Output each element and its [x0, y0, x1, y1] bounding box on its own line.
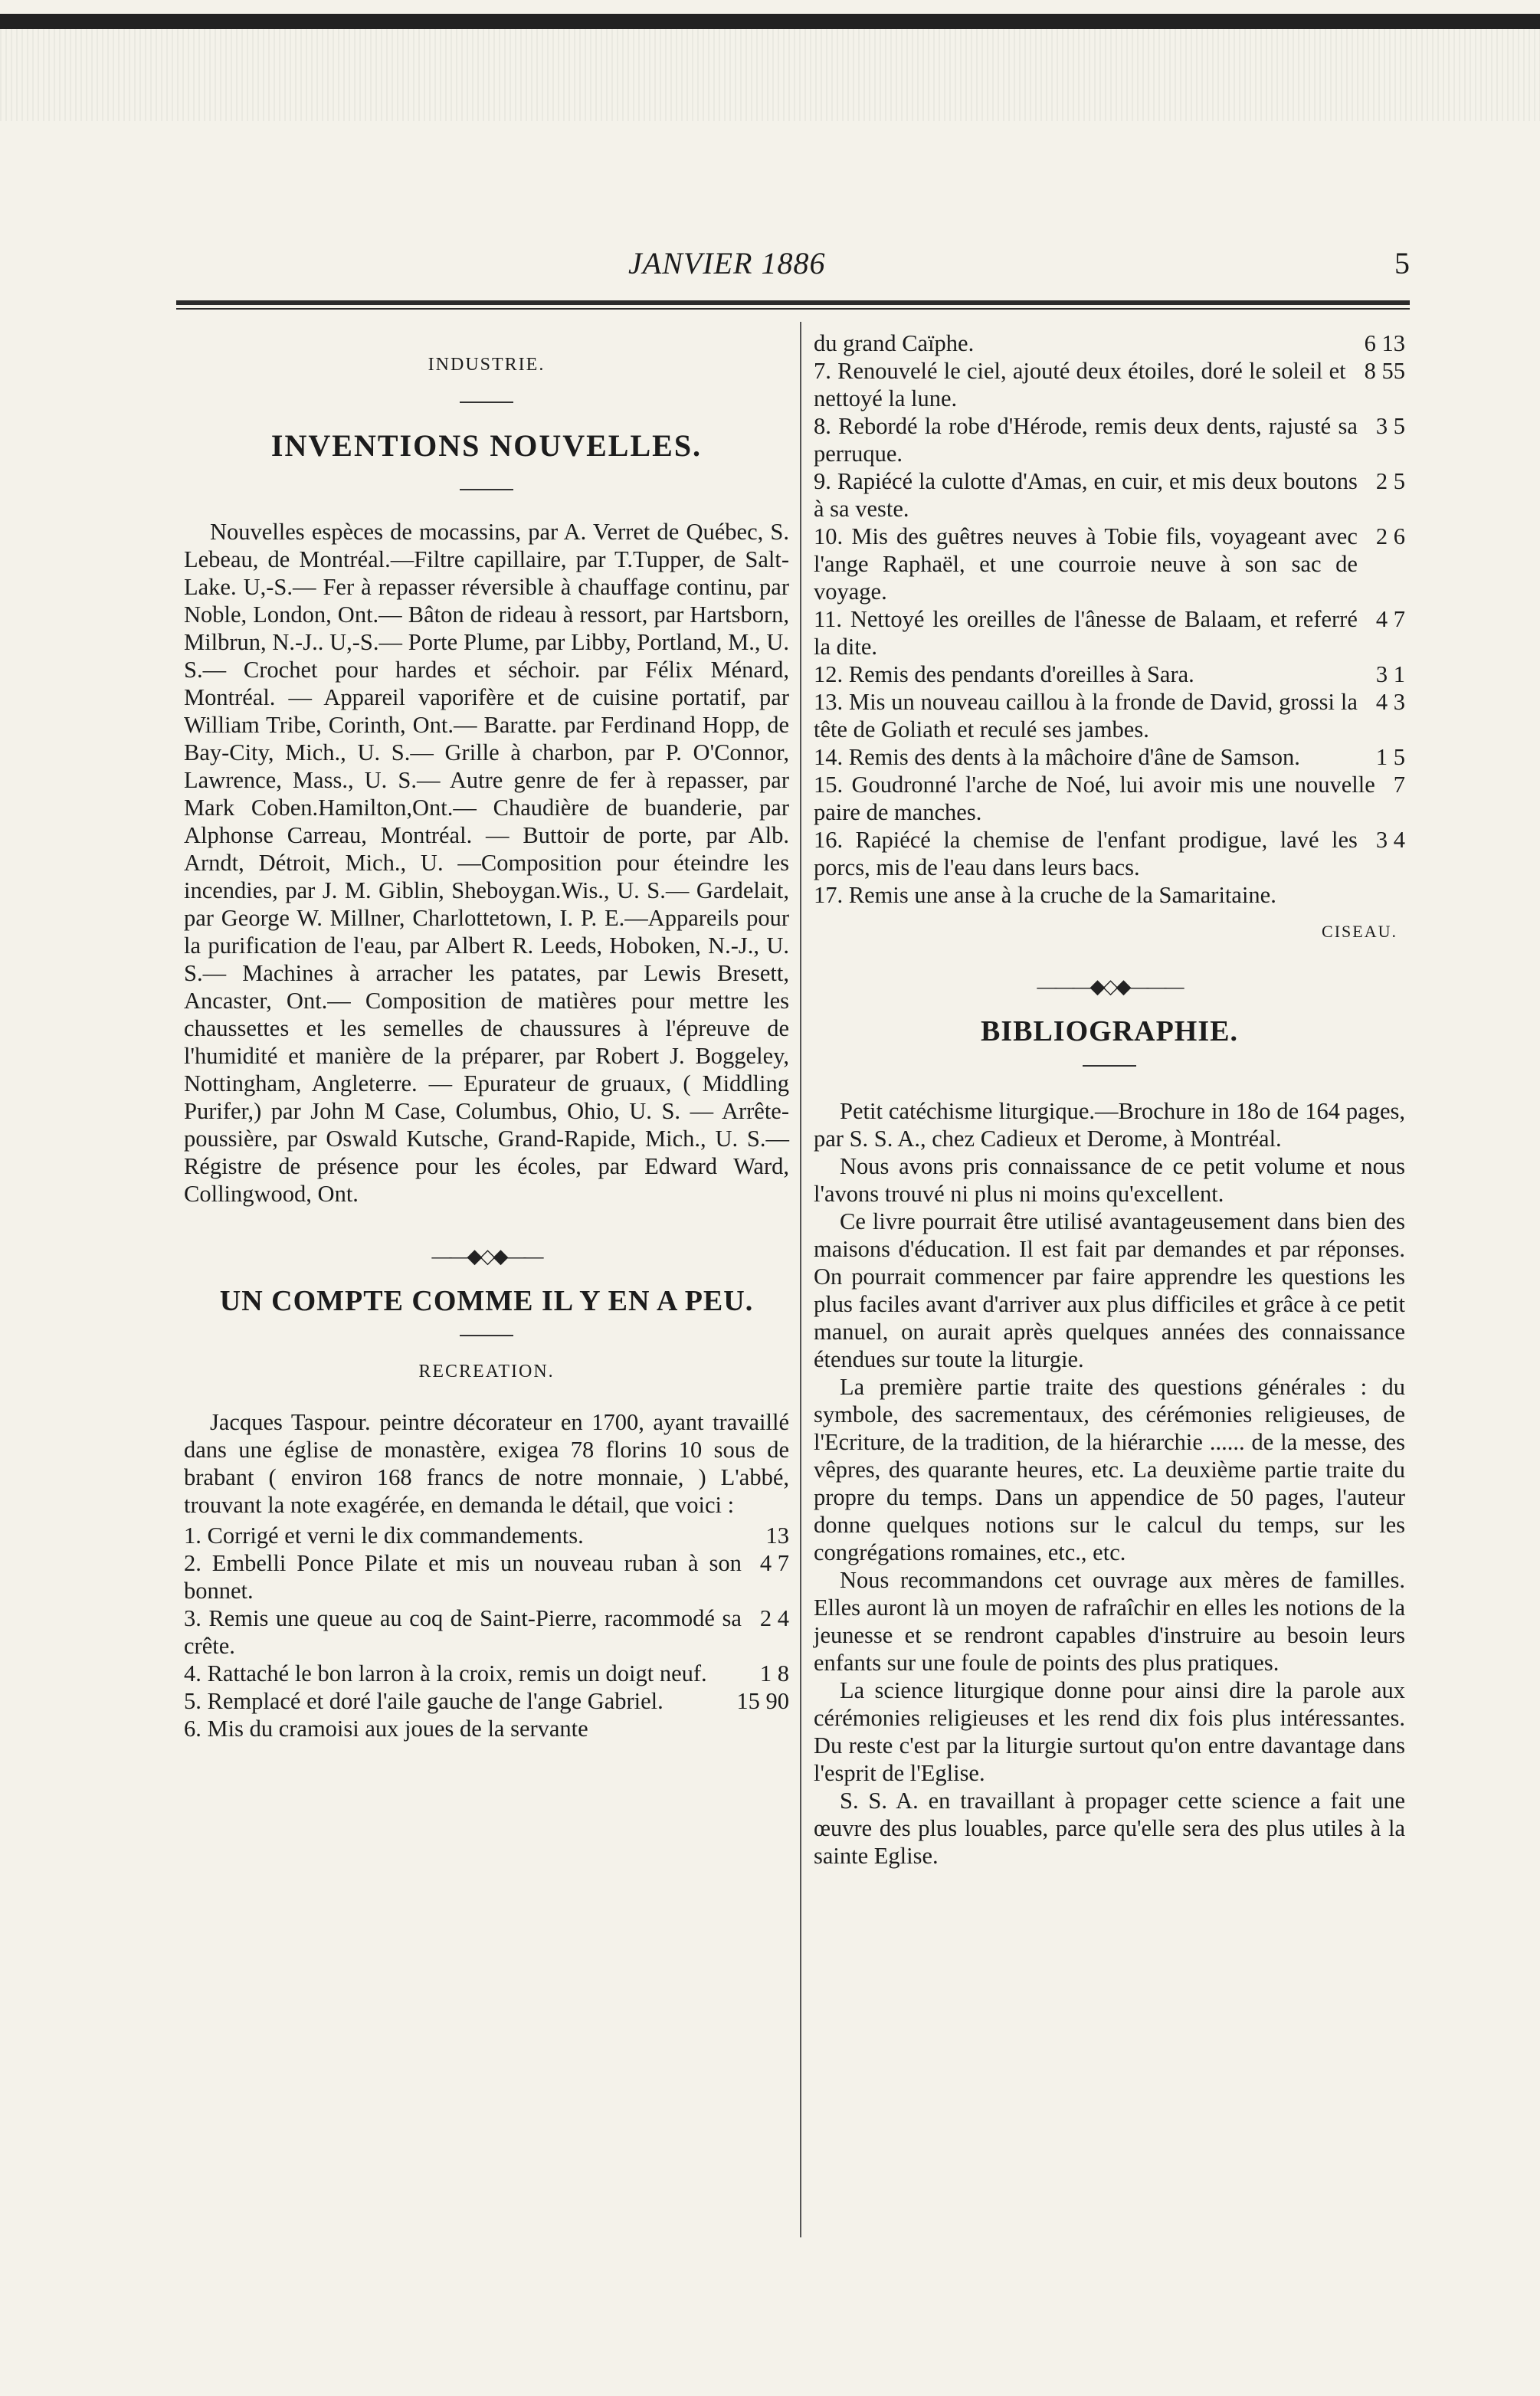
section-label-recreation: RECREATION.	[418, 1362, 555, 1382]
heading-bibliographie: BIBLIOGRAPHIE.	[980, 1015, 1239, 1047]
list-item: 10. Mis des guêtres neuves à Tobie fils, voyageant avec l'ange Raphaël, et une courroie neuve à son sac de voyage. 2 6	[814, 523, 1405, 605]
bib-paragraph: La science liturgique donne pour ainsi dire la parole aux cérémonies religieuses et les rend dix fois plus intéressantes. Du reste c'est par la liturgie surtout qu'on entre davantage dans l'esprit de l'Eglise.	[814, 1677, 1405, 1786]
list-item: du grand Caïphe. 6 13	[814, 330, 1405, 356]
scan-noise	[0, 29, 1540, 121]
page-number: 5	[1394, 246, 1410, 280]
list-item: 1. Corrigé et verni le dix commandements. 13	[184, 1522, 789, 1549]
bib-paragraph: Nous recommandons cet ouvrage aux mères de familles. Elles auront là un moyen de rafraîchir en elles les notions de la jeunesse et se rendront capables d'instruire au besoin leurs enfants sur une foule de points des plus pratiques.	[814, 1567, 1405, 1676]
list-item: 8. Rebordé la robe d'Hérode, remis deux dents, rajusté sa perruque. 3 5	[814, 413, 1405, 467]
heading-inventions: INVENTIONS NOUVELLES.	[270, 428, 703, 463]
list-item: 5. Remplacé et doré l'aile gauche de l'ange Gabriel. 15 90	[184, 1688, 789, 1714]
list-item: 2. Embelli Ponce Pilate et mis un nouveau ruban à son bonnet. 4 7	[184, 1550, 789, 1604]
inventions-paragraph: Nouvelles espèces de mocassins, par A. Verret de Québec, S. Lebeau, de Montréal.—Filtre capillaire, par T.Tupper, de Salt-Lake. U,-S.— Fer à repasser réversible à chauffage continu, par Noble, London, Ont.— Bâton de rideau à ressort, par Hartsborn, Milbrun, N.-J.. U,-S.— Porte Plume, par Libby, Portland, M., U. S.— Crochet pour hardes et séchoir. par Félix Ménard, Montréal. — Appareil vaporifère et de cuisine portatif, par William Tribe, Corinth, Ont.— Baratte. par Ferdinand Hopp, de Bay-City, Mich., U. S.— Grille à charbon, par P. O'Connor, Lawrence, Mass., U. S.— Autre genre de fer à repasser, par Mark Coben.Hamilton,Ont.— Chaudière de buanderie, par Alphonse Carreau, Montréal. — Buttoir de porte, par Alb. Arndt, Détroit, Mich., U. —Composition pour éteindre les incendies, par J. M. Giblin, Sheboygan.Wis., U. S.— Gardelait, par George W. Millner, Charlottetown, I. P. E.—Appareils pour la purification de l'eau, par Albert R. Leeds, Hoboken, N.-J., U. S.— Machines à arracher les patates, par Lewis Bresett, Ancaster, Ont.— Composition de matières pour mettre les chaussettes et les semelles de chaussures à l'épreuve de l'humidité et manière de la préparer, par Robert J. Boggeley, Nottingham, Angleterre. — Epurateur de gruaux, ( Middling Purifer,) par John M Case, Columbus, Ohio, U. S. — Arrête-poussière, par Oswald Kutsche, Grand-Rapide, Mich., U. S.—Régistre de présence pour les écoles, par Edward Ward, Collingwood, Ont.	[184, 519, 789, 1207]
intro-paragraph: Jacques Taspour. peintre décorateur en 1700, ayant travaillé dans une église de monastère, exigea 78 florins 10 sous de brabant ( environ 168 francs de notre monnaie, ) L'abbé, trouvant la note exagérée, en demanda le détail, que voici :	[184, 1409, 789, 1518]
left-column	[184, 329, 789, 1742]
list-item: 14. Remis des dents à la mâchoire d'âne de Samson. 1 5	[814, 744, 1405, 770]
section-label-industrie: INDUSTRIE.	[428, 355, 546, 375]
list-item: 9. Rapiécé la culotte d'Amas, en cuir, et mis deux boutons à sa veste. 2 5	[814, 468, 1405, 522]
short-rule	[1083, 1065, 1136, 1067]
list-item: 3. Remis une queue au coq de Saint-Pierre, racommodé sa crête. 2 4	[184, 1605, 789, 1659]
signature-ciseau: CISEAU.	[1322, 922, 1397, 941]
short-rule	[460, 1335, 513, 1336]
heading-compte: UN COMPTE COMME IL Y EN A PEU.	[219, 1285, 754, 1317]
column-divider	[800, 322, 801, 2237]
list-item: 12. Remis des pendants d'oreilles à Sara. 3 1	[814, 661, 1405, 687]
scan-top-border	[0, 14, 1540, 29]
list-item: 4. Rattaché le bon larron à la croix, remis un doigt neuf. 1 8	[184, 1660, 789, 1686]
bib-paragraph: La première partie traite des questions générales : du symbole, des sacrementaux, des cérémonies religieuses, de l'Ecriture, de la tradition, de la hiérarchie ...... de la messe, des vêpres, des quarante heures, etc. La deuxième partie traite du propre du temps. Dans un appendice de 50 pages, l'auteur donne quelques notions sur le calcul du temps, sur les congrégations romaines, etc., etc.	[814, 1374, 1405, 1565]
page-header	[176, 245, 1410, 291]
list-item: 16. Rapiécé la chemise de l'enfant prodigue, lavé les porcs, mis de l'eau dans leurs bacs. 3 4	[814, 827, 1405, 880]
ornament-divider: ——◆◇◆——	[431, 1245, 542, 1267]
bib-citation: Petit catéchisme liturgique.—Brochure in 18o de 164 pages, par S. S. A., chez Cadieux et Derome, à Montréal.	[814, 1098, 1405, 1152]
list-item: 7. Renouvelé le ciel, ajouté deux étoiles, doré le soleil et nettoyé la lune. 8 55	[814, 358, 1405, 411]
list-item: 11. Nettoyé les oreilles de l'ânesse de Balaam, et referré la dite. 4 7	[814, 606, 1405, 660]
bib-paragraph: Ce livre pourrait être utilisé avantageusement dans bien des maisons d'éducation. Il est fait par demandes et par réponses. On pourrait commencer par faire apprendre les questions les plus faciles avant d'arriver aux plus difficiles et grâce à ce petit manuel, on aurait après quelques années des connaissance étendues sur toute la liturgie.	[814, 1208, 1405, 1372]
running-title: JANVIER 1886	[628, 246, 826, 280]
list-item: 17. Remis une anse à la cruche de la Samaritaine.	[814, 882, 1276, 908]
short-rule	[460, 489, 513, 490]
list-item: 13. Mis un nouveau caillou à la fronde de David, grossi la tête de Goliath et reculé ses jambes. 4 3	[814, 689, 1405, 742]
header-rule-thin	[176, 308, 1410, 310]
ornament-divider: ———◆◇◆———	[1037, 975, 1182, 998]
short-rule	[460, 402, 513, 403]
right-column	[814, 329, 1405, 1870]
bib-paragraph: Nous avons pris connaissance de ce petit volume et nous l'avons trouvé ni plus ni moins qu'excellent.	[814, 1153, 1405, 1207]
list-item: 6. Mis du cramoisi aux joues de la servante	[184, 1716, 588, 1742]
list-item: 15. Goudronné l'arche de Noé, lui avoir mis une nouvelle paire de manches. 7	[814, 772, 1405, 825]
header-rule-thick	[176, 300, 1410, 305]
bib-paragraph: S. S. A. en travaillant à propager cette science a fait une œuvre des plus louables, parce qu'elle sera des plus utiles à la sainte Eglise.	[814, 1788, 1405, 1869]
